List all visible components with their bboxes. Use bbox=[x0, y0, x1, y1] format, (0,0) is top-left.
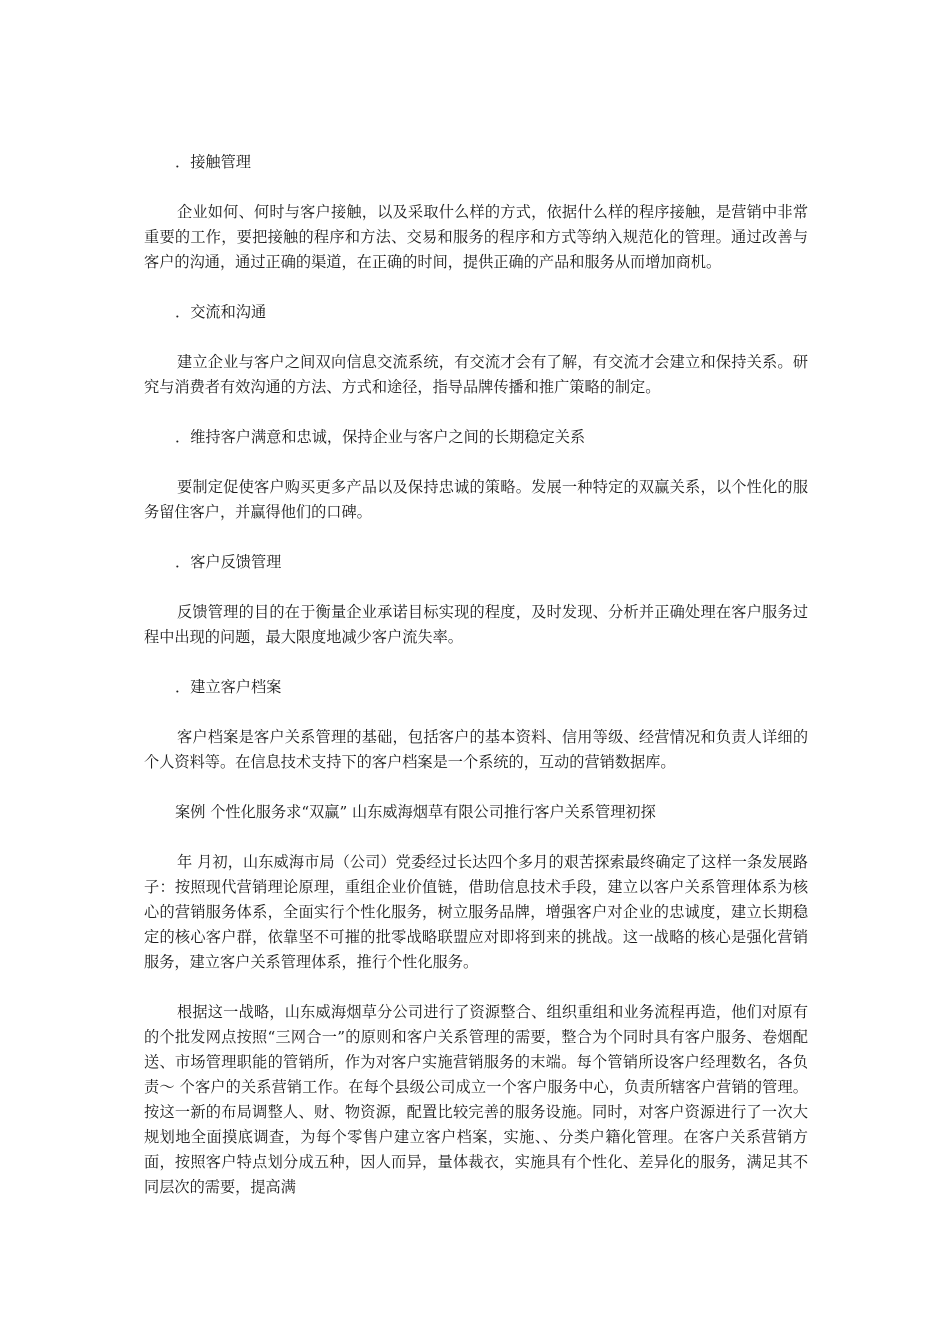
section-heading-contact-management: ．接触管理 bbox=[175, 153, 251, 171]
case-paragraph: 年 月初，山东威海市局（公司）党委经过长达四个多月的艰苦探索最终确定了这样一条发展路子：按照现代营销理论原理，重组企业价值链，借助信息技术手段，建立以客户关系管理体系为核心的营销服务体系，全面实行个性化服务，树立服务品牌，增强客户对企业的忠诚度，建立长期稳定的核心客户群，依靠坚不可摧的批零战略联盟应对即将到来的挑战。这一战略的核心是强化营销服务，建立客户关系管理体系，推行个性化服务。 bbox=[144, 853, 808, 971]
case-paragraph: 根据这一战略，山东威海烟草分公司进行了资源整合、组织重组和业务流程再造，他们对原有的个批发网点按照“三网合一”的原则和客户关系管理的需要，整合为个同时具有客户服务、卷烟配送、市场管理职能的管销所，作为对客户实施营销服务的末端。每个管销所设客户经理数名，各负责～ 个客户的关系营销工作。在每个县级公司成立一个客户服务中心，负责所辖客户营销的管理。按这一新的布局调整人、财、物资源，配置比较完善的服务设施。同时，对客户资源进行了一次大规划地全面摸底调查，为每个零售户建立客户档案，实施、、分类户籍化管理。在客户关系营销方面，按照客户特点划分成五种，因人而异，量体裁衣，实施具有个性化、差异化的服务，满足其不同层次的需要，提高满 bbox=[144, 1003, 808, 1196]
document-body bbox=[144, 150, 808, 1200]
section-paragraph-feedback-management: 反馈管理的目的在于衡量企业承诺目标实现的程度，及时发现、分析并正确处理在客户服务过程中出现的问题，最大限度地减少客户流失率。 bbox=[144, 603, 808, 646]
section-heading-customer-loyalty: ．维持客户满意和忠诚，保持企业与客户之间的长期稳定关系 bbox=[175, 428, 586, 446]
section-heading-customer-records: ．建立客户档案 bbox=[175, 678, 282, 696]
section-paragraph-customer-records: 客户档案是客户关系管理的基础，包括客户的基本资料、信用等级、经营情况和负责人详细的个人资料等。在信息技术支持下的客户档案是一个系统的，互动的营销数据库。 bbox=[144, 728, 808, 771]
section-paragraph-customer-loyalty: 要制定促使客户购买更多产品以及保持忠诚的策略。发展一种特定的双赢关系，以个性化的服务留住客户，并赢得他们的口碑。 bbox=[144, 478, 808, 521]
section-heading-feedback-management: ．客户反馈管理 bbox=[175, 553, 282, 571]
section-paragraph-contact-management: 企业如何、何时与客户接触，以及采取什么样的方式，依据什么样的程序接触，是营销中非常重要的工作，要把接触的程序和方法、交易和服务的程序和方式等纳入规范化的管理。通过改善与客户的沟通，通过正确的渠道，在正确的时间，提供正确的产品和服务从而增加商机。 bbox=[144, 203, 808, 271]
case-title: 案例 个性化服务求“双赢” 山东威海烟草有限公司推行客户关系管理初探 bbox=[175, 803, 656, 821]
section-heading-communication: ．交流和沟通 bbox=[175, 303, 267, 321]
section-paragraph-communication: 建立企业与客户之间双向信息交流系统，有交流才会有了解，有交流才会建立和保持关系。研究与消费者有效沟通的方法、方式和途径，指导品牌传播和推广策略的制定。 bbox=[144, 353, 808, 396]
